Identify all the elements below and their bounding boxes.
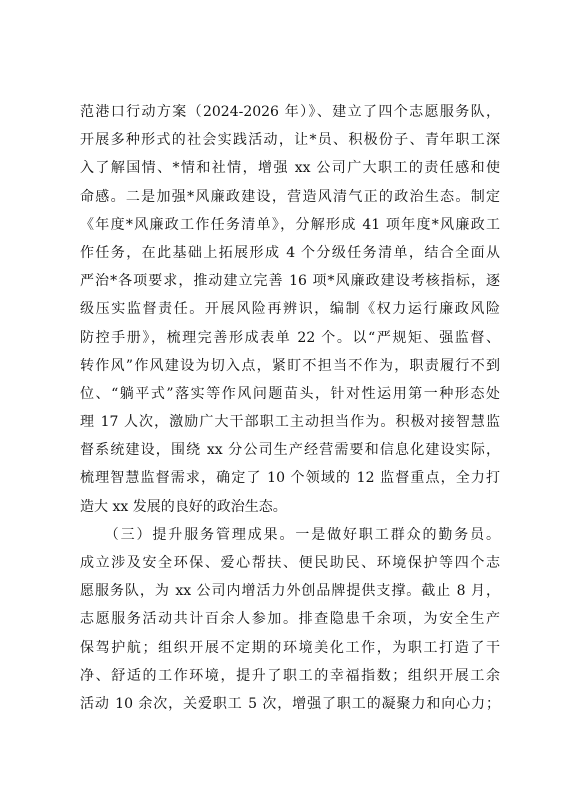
body-text (80, 98, 500, 718)
paragraph-2 (80, 521, 500, 718)
text-line: 造大 xx 发展的良好的政治生态。 (80, 498, 287, 515)
text-line: 位、“躺平式”落实等作风问题苗头，针对性运用第一种形态处 (80, 385, 500, 402)
text-line: 《年度*风廉政工作任务清单》，分解形成 41 项年度*风廉政工 (80, 216, 500, 233)
text-line: 作任务，在此基础上拓展形成 4 个分级任务清单，结合全面从 (80, 244, 500, 261)
text-line: （三）提升服务管理成果。一是做好职工群众的勤务员。 (80, 526, 500, 543)
text-line: 命感。二是加强*风廉政建设，营造风清气正的政治生态。制定 (80, 188, 500, 205)
text-line: 入了解国情、*情和社情，增强 xx 公司广大职工的责任感和使 (80, 160, 500, 177)
text-line: 理 17 人次，激励广大干部职工主动担当作为。积极对接智慧监 (80, 414, 500, 431)
text-line: 严治*各项要求，推动建立完善 16 项*风廉政建设考核指标，逐 (80, 273, 500, 290)
text-line: 梳理智慧监督需求，确定了 10 个领域的 12 监督重点，全力打 (80, 470, 500, 487)
paragraph-1 (80, 98, 500, 521)
text-line: 活动 10 余次，关爱职工 5 次，增强了职工的凝聚力和向心力； (80, 695, 500, 712)
text-line: 防控手册》，梳理完善形成表单 22 个。以“严规矩、强监督、 (80, 329, 500, 346)
text-line: 愿服务队，为 xx 公司内增活力外创品牌提供支撑。截止 8 月， (80, 583, 500, 600)
text-line: 督系统建设，围绕 xx 分公司生产经营需要和信息化建设实际， (80, 442, 500, 459)
text-line: 净、舒适的工作环境，提升了职工的幸福指数；组织开展工余 (80, 667, 500, 684)
text-line: 范港口行动方案（2024-2026 年）》、建立了四个志愿服务队， (80, 104, 500, 120)
text-line: 转作风”作风建设为切入点，紧盯不担当不作为，职责履行不到 (80, 357, 500, 374)
text-line: 级压实监督责任。开展风险再辨识，编制《权力运行廉政风险 (80, 301, 500, 318)
text-line: 保驾护航；组织开展不定期的环境美化工作，为职工打造了干 (80, 639, 500, 656)
text-line: 志愿服务活动共计百余人参加。排查隐患千余项，为安全生产 (80, 611, 500, 628)
text-line: 开展多种形式的社会实践活动，让*员、积极份子、青年职工深 (80, 132, 500, 149)
text-line: 成立涉及安全环保、爱心帮扶、便民助民、环境保护等四个志 (80, 555, 500, 571)
